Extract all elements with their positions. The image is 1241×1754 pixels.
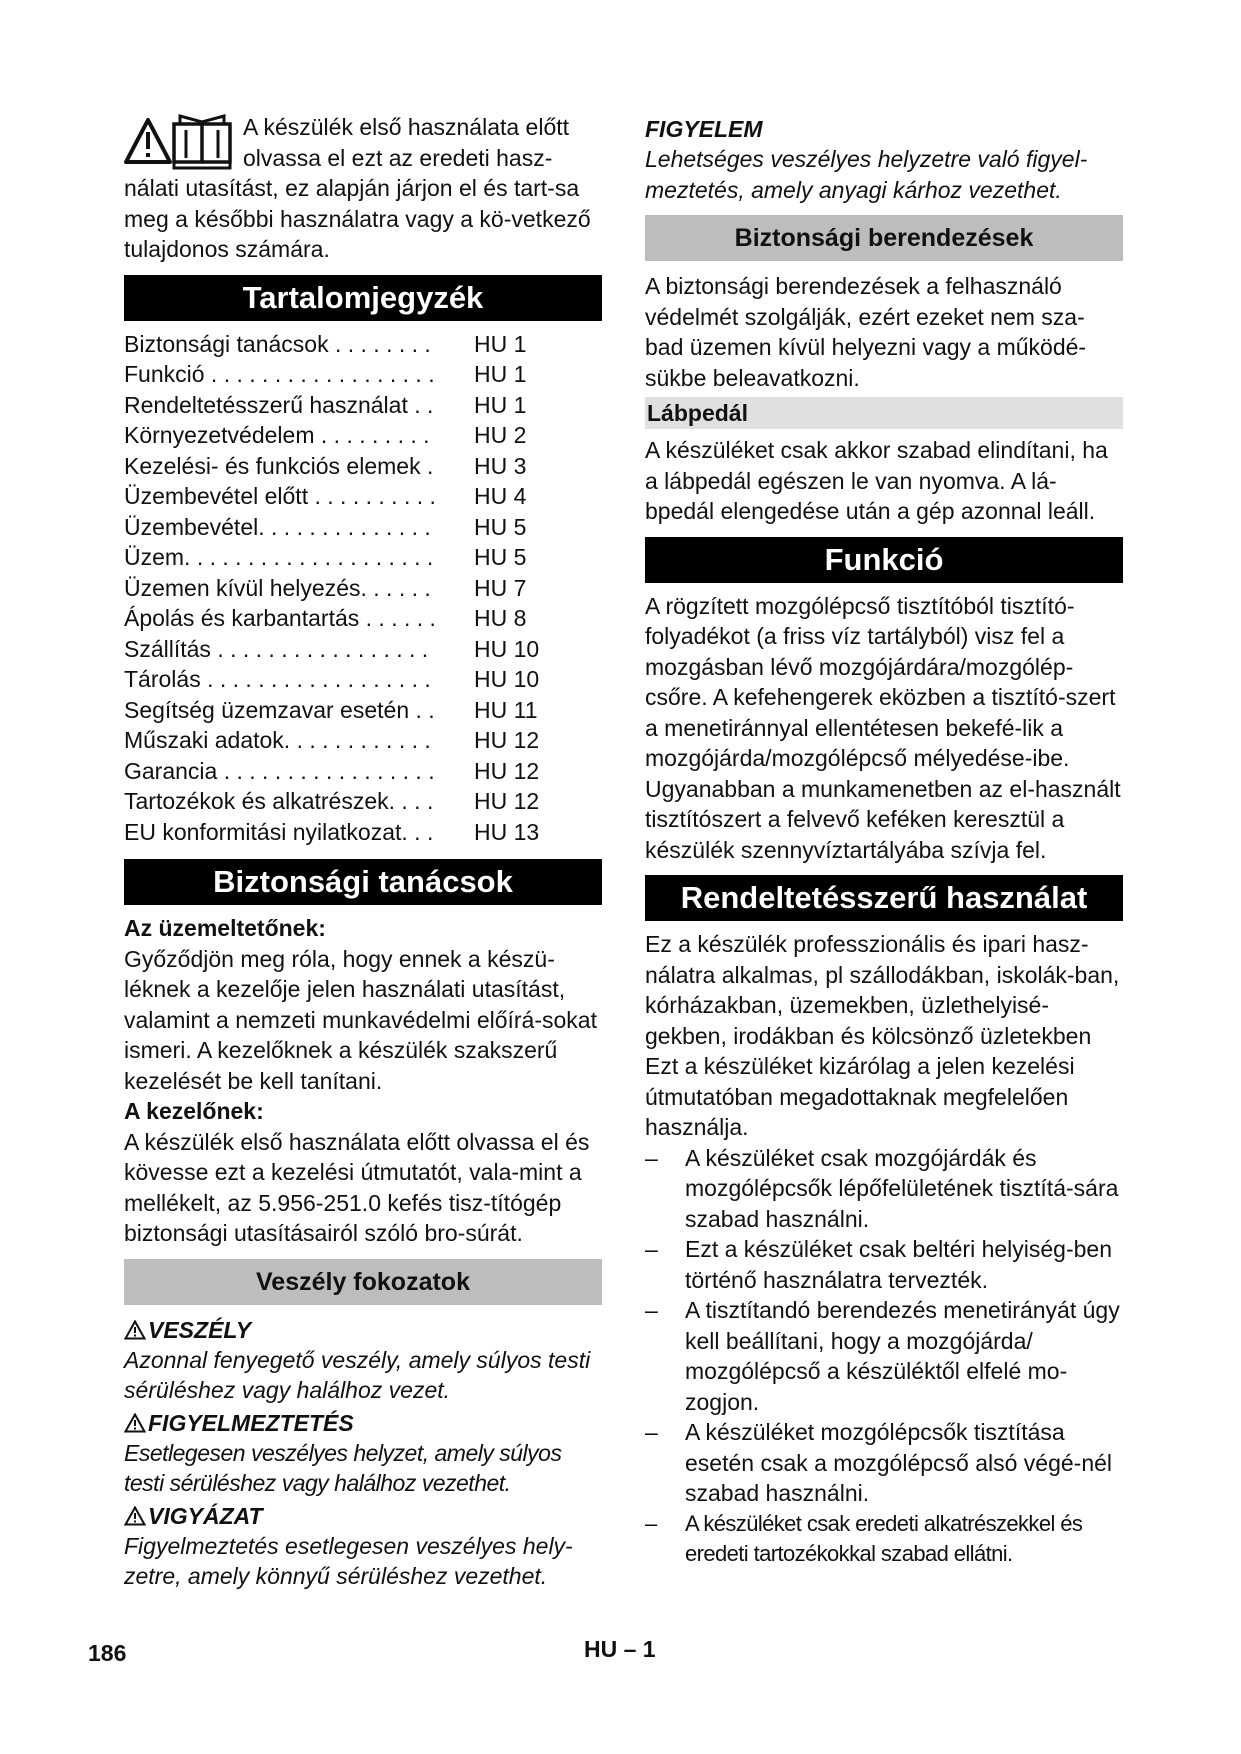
danger-label: VESZÉLY: [124, 1315, 602, 1345]
hazard-title: Veszély fokozatok: [124, 1259, 602, 1305]
toc-item[interactable]: Biztonsági tanácsok . . . . . . . . HU 1: [124, 330, 527, 357]
list-item: – A készüléket csak eredeti alkatrészekkel és eredeti tartozékokkal szabad ellátni.: [645, 1510, 1083, 1566]
function-title: Funkció: [645, 537, 1123, 583]
intended-title: Rendeltetésszerű használat: [645, 875, 1123, 921]
user-heading: A kezelőnek:: [124, 1098, 264, 1124]
caution-text: Figyelmeztetés esetlegesen veszélyes hely-zetre, amely könnyű sérüléshez vezethet.: [124, 1532, 573, 1589]
toc-item[interactable]: Kezelési- és funkciós elemek . HU 3: [124, 452, 527, 479]
left-column: [124, 112, 602, 1592]
caution-label: VIGYÁZAT: [124, 1501, 602, 1531]
function-text: A rögzített mozgólépcső tisztítóból tisztító-folyadékot (a friss víz tartályból) visz fel a mozgásban lévő mozgójárdára/mozgólép-csőre. A kefehengerek eközben a tisztító-szert a menetiránnyal ellentétesen bekefé-lik a mozgójárda/mozgólépcső mélyedése-ibe. Ugyanabban a munkamenetben az el-használt tisztítószert a felvevő keféken keresztül a készülék szennyvíztartályába szívja fel.: [645, 592, 1121, 863]
toc-item[interactable]: Üzemen kívül helyezés. . . . . . HU 7: [124, 574, 527, 601]
warning-triangle-icon: [124, 1413, 146, 1433]
notice-label: FIGYELEM: [645, 116, 763, 142]
section-page-code: HU – 1: [584, 1636, 656, 1662]
operator-text: Győződjön meg róla, hogy ennek a készü-léknek a kezelője jelen használati utasítást, valamint a nemzeti munkavédelmi előírá-sokat ismeri. A kezelőknek a készülék szakszerű kezelését be kell tanítani.: [124, 945, 597, 1094]
toc-list: [124, 329, 602, 848]
page-number: 186: [88, 1640, 127, 1666]
toc-item[interactable]: Üzembevétel előtt . . . . . . . . . . HU 4: [124, 483, 527, 509]
right-column: [645, 114, 1123, 1570]
notice-text: Lehetséges veszélyes helyzetre való figyel-meztetés, amely anyagi kárhoz vezethet.: [645, 146, 1088, 203]
toc-item[interactable]: Szállítás . . . . . . . . . . . . . . . . . HU 10: [124, 635, 540, 662]
warning-text: Esetlegesen veszélyes helyzet, amely súlyos testi sérüléshez vagy halálhoz vezethet.: [124, 1439, 562, 1496]
danger-text: Azonnal fenyegető veszély, amely súlyos testi sérüléshez vagy halálhoz vezet.: [124, 1346, 591, 1403]
intro: [124, 112, 602, 265]
warning-label: FIGYELMEZTETÉS: [124, 1408, 602, 1438]
toc-item[interactable]: Tárolás . . . . . . . . . . . . . . . . . . HU 10: [124, 666, 540, 692]
list-item: – A tisztítandó berendezés menetirányát úgy kell beállítani, hogy a mozgójárda/ mozgólépcső a készüléktől elfelé mo-zogjon.: [645, 1297, 1120, 1415]
toc-title: Tartalomjegyzék: [124, 275, 602, 321]
warning-triangle-icon: [124, 1506, 146, 1526]
safety-title: Biztonsági tanácsok: [124, 859, 602, 905]
list-item: – A készüléket csak mozgójárdák és mozgólépcsők lépőfelületének tisztítá-sára szabad használni.: [645, 1144, 1119, 1232]
list-item: – A készüléket mozgólépcsők tisztítása esetén csak a mozgólépcső alsó végé-nél szabad használni.: [645, 1419, 1113, 1506]
pedal-title: Lábpedál: [645, 397, 1123, 429]
toc-item[interactable]: Műszaki adatok. . . . . . . . . . . . HU 12: [124, 727, 540, 753]
user-text: A készülék első használata előtt olvassa el és kövesse ezt a kezelési útmutatót, vala-mint a mellékelt, az 5.956-251.0 kefés tisz-títógép biztonsági utasításairól szóló bro-súrát.: [124, 1128, 590, 1246]
toc-item[interactable]: Üzem. . . . . . . . . . . . . . . . . . . . HU 5: [124, 544, 527, 570]
devices-title: Biztonsági berendezések: [645, 215, 1123, 261]
intended-list: [645, 1143, 1123, 1570]
toc-item[interactable]: Funkció . . . . . . . . . . . . . . . . . . HU 1: [124, 361, 527, 387]
toc-item[interactable]: Segítség üzemzavar esetén . . HU 11: [124, 696, 538, 723]
toc-item[interactable]: Környezetvédelem . . . . . . . . . HU 2: [124, 422, 527, 448]
pedal-text: A készüléket csak akkor szabad elindítani, ha a lábpedál egészen le van nyomva. A lá-bpedál elengedése után a gép azonnal leáll.: [645, 437, 1108, 524]
intended-text: Ez a készülék professzionális és ipari hasz-nálatra alkalmas, pl szállodákban, iskolák-ban, kórházakban, üzemekben, üzlethelyisé-gekben, irodákban és kölcsönző üzletekben Ezt a készüléket kizárólag a jelen kezelési útmutatóban megadottaknak megfelelően használja.: [645, 931, 1120, 1140]
devices-text: A biztonsági berendezések a felhasználó védelmét szolgálják, ezért ezeket nem sza-bad üzemen kívül helyezni vagy a működé-sükbe beleavatkozni.: [645, 273, 1087, 391]
toc-item[interactable]: Garancia . . . . . . . . . . . . . . . . . HU 12: [124, 757, 540, 784]
toc-item[interactable]: Tartozékok és alkatrészek. . . . HU 12: [124, 788, 540, 814]
toc-item[interactable]: EU konformitási nyilatkozat. . . HU 13: [124, 818, 540, 845]
toc-item[interactable]: Rendeltetésszerű használat . . HU 1: [124, 391, 527, 418]
toc-item[interactable]: Ápolás és karbantartás . . . . . . HU 8: [124, 605, 527, 631]
warning-book-icon: [124, 112, 237, 172]
intro-text: A készülék első használata előtt olvassa el ezt az eredeti hasz-nálati utasítást, ez alapján járjon el és tart-sa meg a későbbi használatra vagy a kö-vetkező tulajdonos számára.: [124, 114, 591, 262]
operator-heading: Az üzemeltetőnek:: [124, 915, 326, 941]
toc-item[interactable]: Üzembevétel. . . . . . . . . . . . . . HU 5: [124, 513, 527, 540]
warning-triangle-icon: [124, 1320, 146, 1340]
list-item: – Ezt a készüléket csak beltéri helyiség-ben történő használatra tervezték.: [645, 1236, 1112, 1293]
